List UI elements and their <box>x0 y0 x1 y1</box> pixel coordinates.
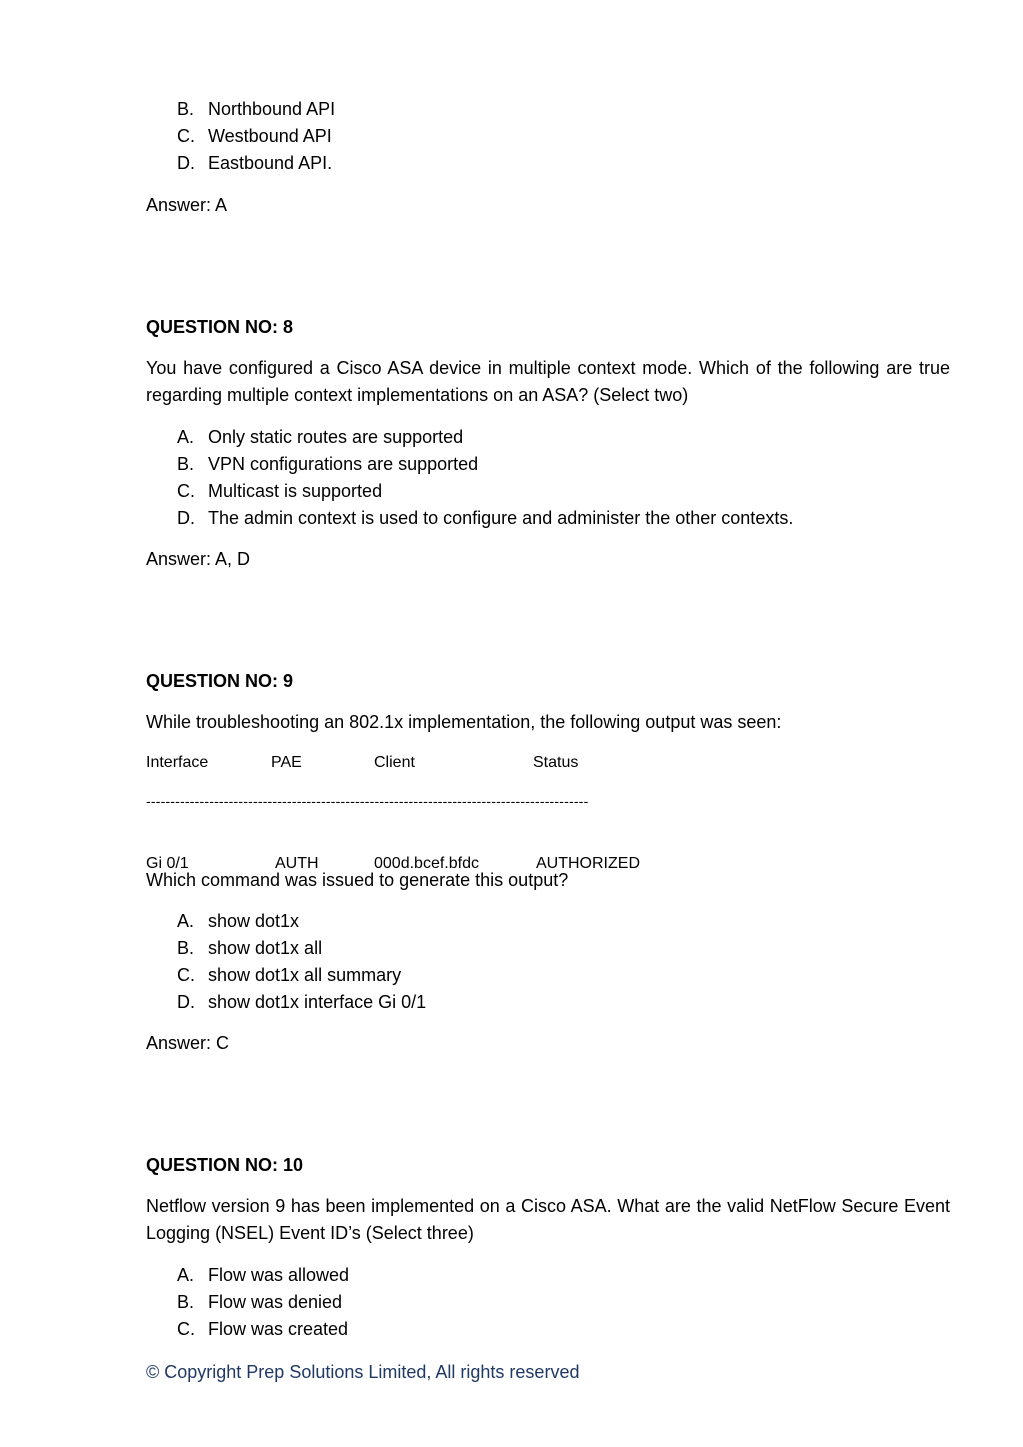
option-c: C. show dot1x all summary <box>177 965 402 985</box>
header-status: Status <box>533 754 579 771</box>
question-9-body: While troubleshooting an 802.1x implementation, the following output was seen: <box>146 712 782 732</box>
option-c: C. Westbound API <box>177 126 332 146</box>
answer-7: Answer: A <box>146 195 228 215</box>
question-9-options <box>146 908 950 1016</box>
copyright-footer: © Copyright Prep Solutions Limited, All rights reserved <box>146 1362 580 1382</box>
option-b: B. Northbound API <box>177 99 336 119</box>
option-b: B. VPN configurations are supported <box>177 454 479 474</box>
option-a: A. Only static routes are supported <box>177 427 464 447</box>
question-7-continuation <box>146 96 950 177</box>
question-8-body: You have configured a Cisco ASA device in multiple context mode. Which of the following are true regarding multiple context implementations on an ASA? (Select two) <box>146 358 950 405</box>
header-interface: Interface <box>146 754 209 771</box>
option-a: A. Flow was allowed <box>177 1265 350 1285</box>
question-9-prompt: Which command was issued to generate this output? <box>146 870 569 890</box>
cell-client: 000d.bcef.bfdc <box>374 855 479 872</box>
option-b: B. Flow was denied <box>177 1292 343 1312</box>
header-pae: PAE <box>271 754 302 771</box>
option-list <box>146 1262 950 1343</box>
output-divider: ------------------------------------------------------------------------------------------- <box>146 793 589 809</box>
answer-9: Answer: C <box>146 1033 230 1053</box>
option-d: D. Eastbound API. <box>177 153 333 173</box>
question-9-title: QUESTION NO: 9 <box>146 671 294 691</box>
question-10-title: QUESTION NO: 10 <box>146 1155 304 1175</box>
option-b: B. show dot1x all <box>177 938 323 958</box>
option-list <box>146 908 950 1016</box>
option-d: D. The admin context is used to configure and administer the other contexts. <box>177 508 794 528</box>
output-table-header <box>146 751 950 775</box>
option-a: A. show dot1x <box>177 911 300 931</box>
option-d: D. show dot1x interface Gi 0/1 <box>177 992 427 1012</box>
header-client: Client <box>374 754 415 771</box>
option-c: C. Multicast is supported <box>177 481 383 501</box>
cell-pae: AUTH <box>275 855 319 872</box>
question-8-title: QUESTION NO: 8 <box>146 317 294 337</box>
question-10-body: Netflow version 9 has been implemented on a Cisco ASA. What are the valid NetFlow Secure Event Logging (NSEL) Event ID’s (Select three) <box>146 1196 950 1243</box>
question-10-options <box>146 1262 950 1343</box>
cell-status: AUTHORIZED <box>536 855 640 872</box>
cell-interface: Gi 0/1 <box>146 855 189 872</box>
answer-8: Answer: A, D <box>146 549 251 569</box>
option-list <box>146 424 950 532</box>
question-8-options <box>146 424 950 532</box>
option-list <box>146 96 950 177</box>
option-c: C. Flow was created <box>177 1319 349 1339</box>
